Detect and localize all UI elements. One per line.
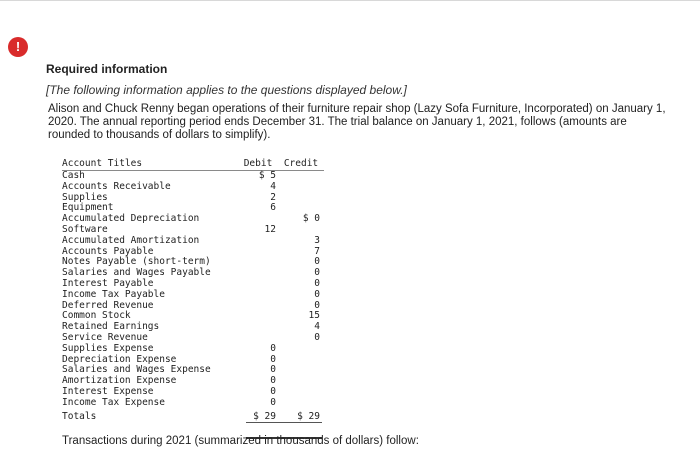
account-title: Depreciation Expense [62, 353, 177, 365]
table-row [62, 290, 324, 301]
intro-paragraph: Alison and Chuck Renny began operations of their furniture repair shop (Lazy Sofa Furniture, Incorporated) on January 1, 2020. The annual reporting period ends December 31. The trial balance on January 1, 2021, follows (amounts are rounded to thousands of dollars to simplify). [48, 103, 666, 141]
account-title: Common Stock [62, 310, 131, 322]
credit-value: 0 [314, 299, 320, 311]
credit-value: 0 [314, 267, 320, 279]
debit-value: 6 [270, 202, 276, 214]
debit-value: 2 [270, 191, 276, 203]
account-title: Accumulated Amortization [62, 234, 200, 246]
credit-value: $ 0 [302, 213, 320, 225]
header-account-titles: Account Titles [62, 158, 143, 169]
debit-value: 0 [270, 385, 276, 397]
account-title: Deferred Revenue [62, 299, 154, 311]
table-row [62, 236, 324, 247]
credit-value: 0 [314, 256, 320, 268]
account-title: Income Tax Payable [62, 288, 165, 300]
totals-row [62, 412, 324, 423]
account-title: Software [62, 223, 108, 235]
debit-value: 4 [270, 180, 276, 192]
account-title: Salaries and Wages Payable [62, 267, 211, 279]
account-title: Interest Expense [62, 385, 154, 397]
debit-value: 0 [270, 396, 276, 408]
credit-value: 0 [314, 288, 320, 300]
debit-value: 0 [270, 364, 276, 376]
totals-credit: $ 29 [297, 410, 320, 422]
account-title: Equipment [62, 202, 114, 214]
credit-value: 4 [314, 321, 320, 333]
account-title: Accumulated Depreciation [62, 213, 200, 225]
debit-value: 0 [270, 342, 276, 354]
account-title: Salaries and Wages Expense [62, 364, 211, 376]
account-title: Accounts Payable [62, 245, 154, 257]
transactions-intro: Transactions during 2021 (summarized in thousands of dollars) follow: [62, 435, 419, 447]
account-title: Service Revenue [62, 331, 148, 343]
table-row [62, 182, 324, 193]
table-row [62, 344, 324, 355]
account-title: Cash [62, 170, 85, 181]
account-title: Amortization Expense [62, 375, 177, 387]
debit-value: 0 [270, 353, 276, 365]
account-title: Retained Earnings [62, 321, 160, 333]
exclamation-icon: ! [8, 37, 28, 57]
credit-value: 0 [314, 331, 320, 343]
account-title: Supplies [62, 191, 108, 203]
credit-value: 3 [314, 234, 320, 246]
credit-value: 15 [308, 310, 320, 322]
trial-balance-header [62, 158, 324, 171]
applies-note: [The following information applies to the questions displayed below.] [46, 83, 407, 97]
trial-balance-table [62, 158, 324, 422]
header-credit: Credit [283, 158, 319, 169]
credit-value: 7 [314, 245, 320, 257]
debit-value: $ 5 [258, 170, 276, 181]
required-information-heading: Required information [46, 62, 168, 76]
totals-debit: $ 29 [253, 410, 276, 422]
debit-value: 0 [270, 375, 276, 387]
debit-value: 12 [264, 223, 276, 235]
account-title: Notes Payable (short-term) [62, 256, 211, 268]
account-title: Accounts Receivable [62, 180, 171, 192]
totals-label: Totals [62, 410, 97, 422]
account-title: Interest Payable [62, 277, 154, 289]
credit-value: 0 [314, 277, 320, 289]
header-debit: Debit [243, 158, 273, 169]
account-title: Income Tax Expense [62, 396, 165, 408]
account-title: Supplies Expense [62, 342, 154, 354]
table-row [62, 398, 324, 409]
